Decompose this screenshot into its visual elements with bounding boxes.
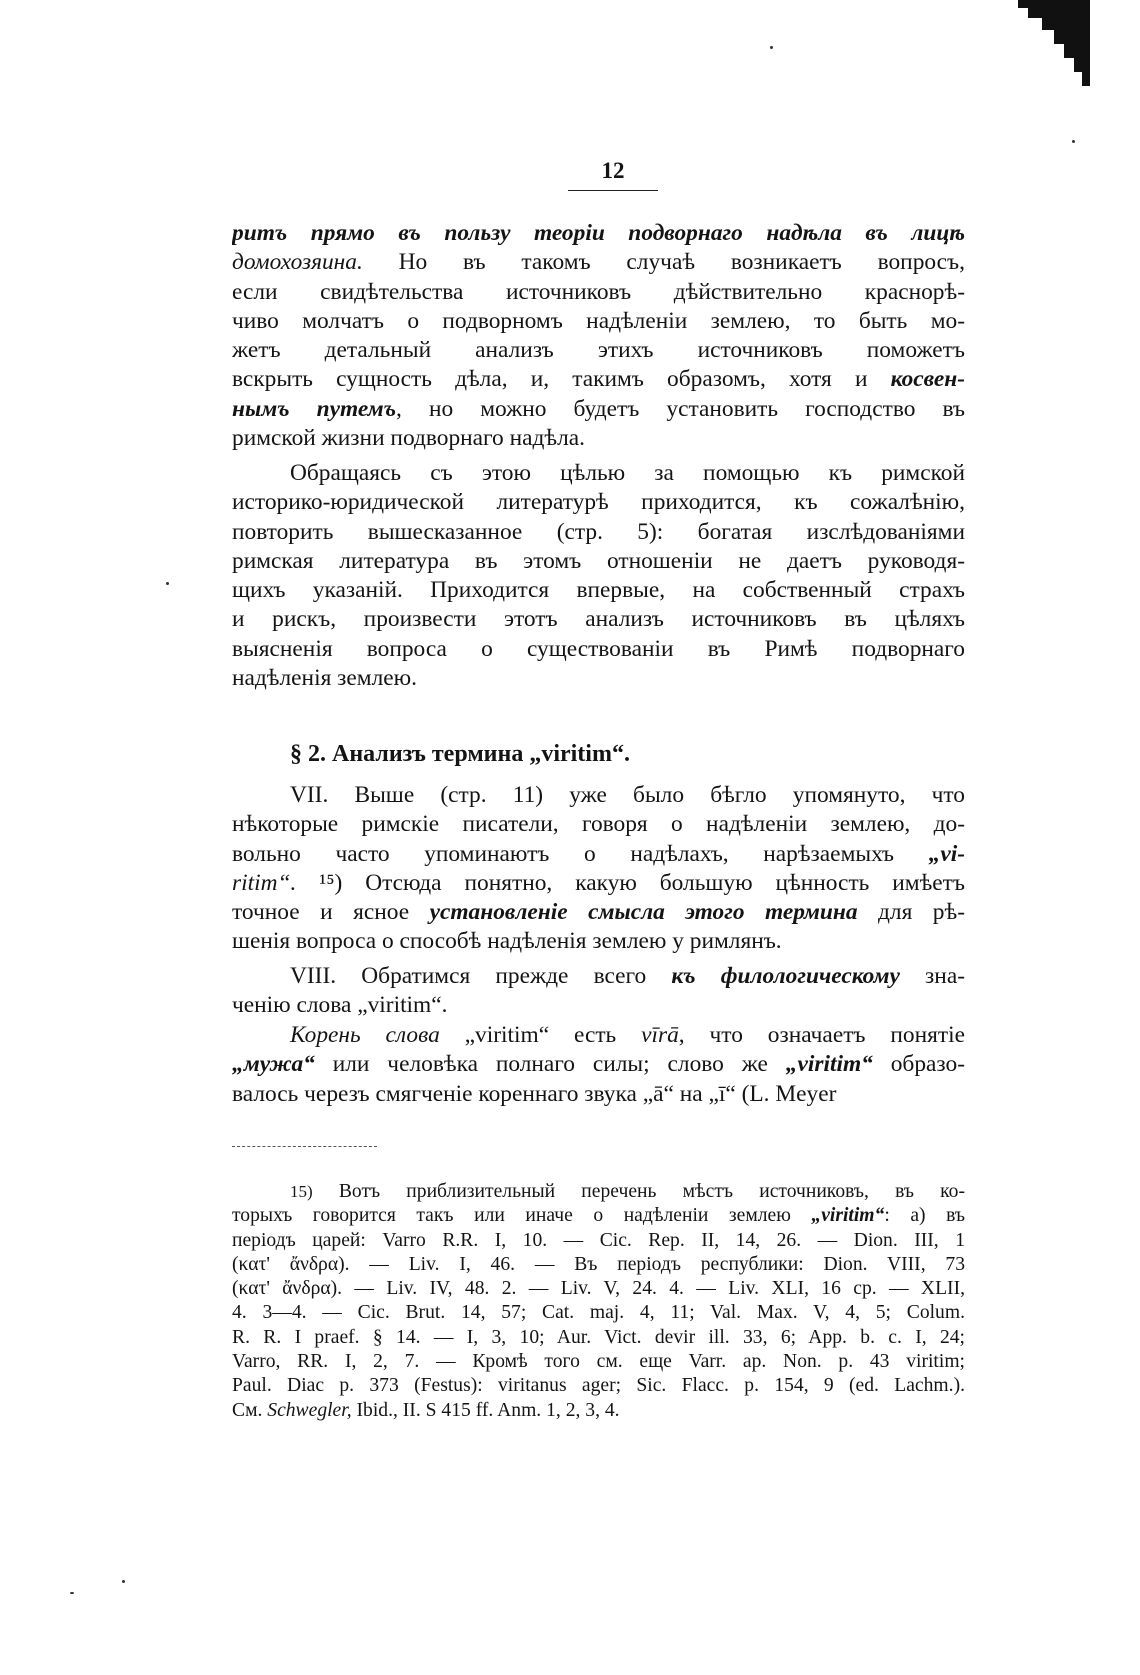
text-run: надѣленія землею. [232,665,417,692]
scan-speck [166,582,169,585]
text-run: ¹⁵) Отсюда понятно, какую большую цѣнность имѣетъ [296,869,965,896]
footnote-separator [232,1146,377,1147]
text-line [232,459,965,488]
paragraph-4 [232,962,965,1021]
text-run: нѣкоторые римскіе писатели, говоря о надѣленіи землею, до- [232,811,965,838]
page-number: 12 [601,158,625,183]
scan-speck [1072,140,1075,143]
text-line [232,962,965,991]
text-line [232,395,965,424]
text-run: домохозяина. [232,249,363,276]
text-run: Обращаясь съ этою цѣлью за помощью къ римской [290,460,965,486]
paragraph-3 [232,781,965,957]
text-run: Varro, RR. I, 2, 7. — Кромѣ того см. еще Varr. ap. Non. p. 43 viritim; [232,1351,965,1373]
text-run: Но въ такомъ случаѣ возникаетъ вопросъ, [362,249,965,276]
text-line [232,869,965,898]
text-run: , что означаетъ понятіе [678,1022,965,1048]
text-run: косвен- [890,366,965,393]
text-run: „viritim“ есть [439,1022,642,1048]
text-run: или человѣка полнаго силы; слово же [314,1051,786,1078]
text-run: „vi- [928,840,965,867]
section-heading: § 2. Анализъ термина „viritim“. [290,741,630,767]
text-run: ченію слова „viritim“. [232,992,448,1019]
text-run: образо- [872,1051,965,1078]
text-run: VII. Выше (стр. 11) уже было бѣгло упомянуто, что [290,782,965,808]
text-run: установленіе смысла этого термина [429,899,858,926]
text-run: Ibid., II. S 415 ff. Anm. 1, 2, 3, 4. [351,1399,620,1421]
text-line [232,840,965,869]
text-line [232,898,965,927]
text-line [232,576,965,605]
page-number-rule [568,190,658,191]
text-line [232,664,965,693]
text-run: и рискъ, произвести этотъ анализъ источниковъ въ цѣляхъ [232,606,965,633]
text-line [232,605,965,634]
text-run: жетъ детальный анализъ этихъ источниковъ поможетъ [232,337,965,364]
text-line [232,1374,965,1398]
text-line [232,424,965,453]
text-line [232,488,965,517]
scan-speck [70,1592,74,1594]
text-run: вольно часто упоминаютъ о надѣлахъ, нарѣзаемыхъ [232,840,929,867]
text-run: къ филологическому [671,963,900,989]
scan-speck [770,46,773,49]
text-run: Корень слова [290,1022,440,1048]
text-line [232,1180,965,1204]
text-line [232,927,965,956]
paragraph-5 [232,1021,965,1109]
text-run: ритъ прямо въ пользу теоріи подворнаго надѣла въ лицѣ [232,220,965,246]
text-run: щихъ указаній. Приходится впервые, на собственный страхъ [232,577,965,604]
text-run: повторить вышесказанное (стр. 5): богатая изслѣдованіями [232,518,965,545]
text-line [232,635,965,664]
text-run: римская литература въ этомъ отношеніи не даетъ руководя- [232,547,965,574]
text-line [232,1350,965,1374]
text-run: (κατ' ἄνδρα). — Liv. I, 46. — Въ періодъ республики: Dion. VIII, 73 [232,1253,965,1275]
text-run: періодъ царей: Varro R.R. I, 10. — Cic. Rep. II, 14, 26. — Dion. III, 1 [232,1229,965,1251]
text-run: историко-юридической литературѣ приходится, къ сожалѣнію, [232,489,965,516]
text-run: VIII. Обратимся прежде всего [290,963,672,989]
text-run: vīrā [641,1022,679,1048]
text-run: ritim“. [232,869,297,896]
corner-scan-mark [1018,0,1090,86]
text-run: (κατ' ἄνδρα). — Liv. IV, 48. 2. — Liv. V, 24. 4. — Liv. XLI, 16 cp. — XLII, [232,1278,965,1300]
scan-speck [122,1580,125,1583]
text-run: шенія вопроса о способѣ надѣленія землею у римлянъ. [232,928,782,955]
text-run: выясненія вопроса о существованіи въ Римѣ подворнаго [232,635,965,662]
text-line [232,518,965,547]
text-run: нымъ путемъ [232,395,397,422]
text-run: Schwegler, [267,1399,352,1421]
text-line [232,1080,965,1109]
text-line [232,1277,965,1301]
text-line [232,810,965,839]
text-line [232,547,965,576]
text-line [232,307,965,336]
text-run: , но можно будетъ установить господство въ [396,395,965,422]
text-run: зна- [899,963,965,989]
text-run: валось черезъ смягченіе кореннаго звука „ā“ на „ī“ (L. Meyer [232,1080,837,1107]
text-run: Вотъ приблизительный перечень мѣстъ источниковъ, въ ко- [312,1181,965,1202]
text-line [232,1301,965,1325]
text-run: См. [232,1399,268,1421]
text-run: Paul. Diac p. 373 (Festus): viritanus ager; Sic. Flacc. p. 154, 9 (ed. Lachm.). [232,1375,965,1397]
text-line [232,1253,965,1277]
text-run: вскрыть сущность дѣла, и, такимъ образомъ, хотя и [232,366,891,393]
text-run: торыхъ говорится такъ или иначе о надѣленіи землею [232,1205,812,1227]
text-line [232,1229,965,1253]
paragraph-2 [232,459,965,693]
text-line [232,1204,965,1228]
text-line [232,365,965,394]
text-line [232,991,965,1020]
text-line [232,336,965,365]
text-line [232,1326,965,1350]
text-line [232,1399,965,1423]
text-run: R. R. I praef. § 14. — I, 3, 10; Aur. Vict. devir ill. 33, 6; App. b. c. I, 24; [232,1326,965,1348]
text-run: „мужа“ [232,1051,315,1078]
text-run: : а) въ [884,1205,965,1227]
text-run: римской жизни подворнаго надѣла. [232,425,586,452]
paragraph-1 [232,219,965,453]
text-run: „viritim“ [811,1205,885,1227]
text-line [232,1050,965,1079]
text-line [232,1021,965,1050]
text-run: если свидѣтельства источниковъ дѣйствительно краснорѣ- [232,278,965,305]
text-line [232,248,965,277]
footnote-15 [232,1180,965,1423]
text-line [232,219,965,248]
text-run: чиво молчатъ о подворномъ надѣленіи землею, то быть мо- [232,307,965,334]
text-line [232,781,965,810]
text-run: для рѣ- [857,899,965,926]
footnote-number: 15) [290,1182,313,1201]
text-run: „viritim“ [785,1051,873,1078]
text-run: 4. 3—4. — Cic. Brut. 14, 57; Cat. maj. 4, 11; Val. Max. V, 4, 5; Colum. [232,1302,965,1324]
text-line [232,278,965,307]
text-run: точное и ясное [232,899,430,926]
